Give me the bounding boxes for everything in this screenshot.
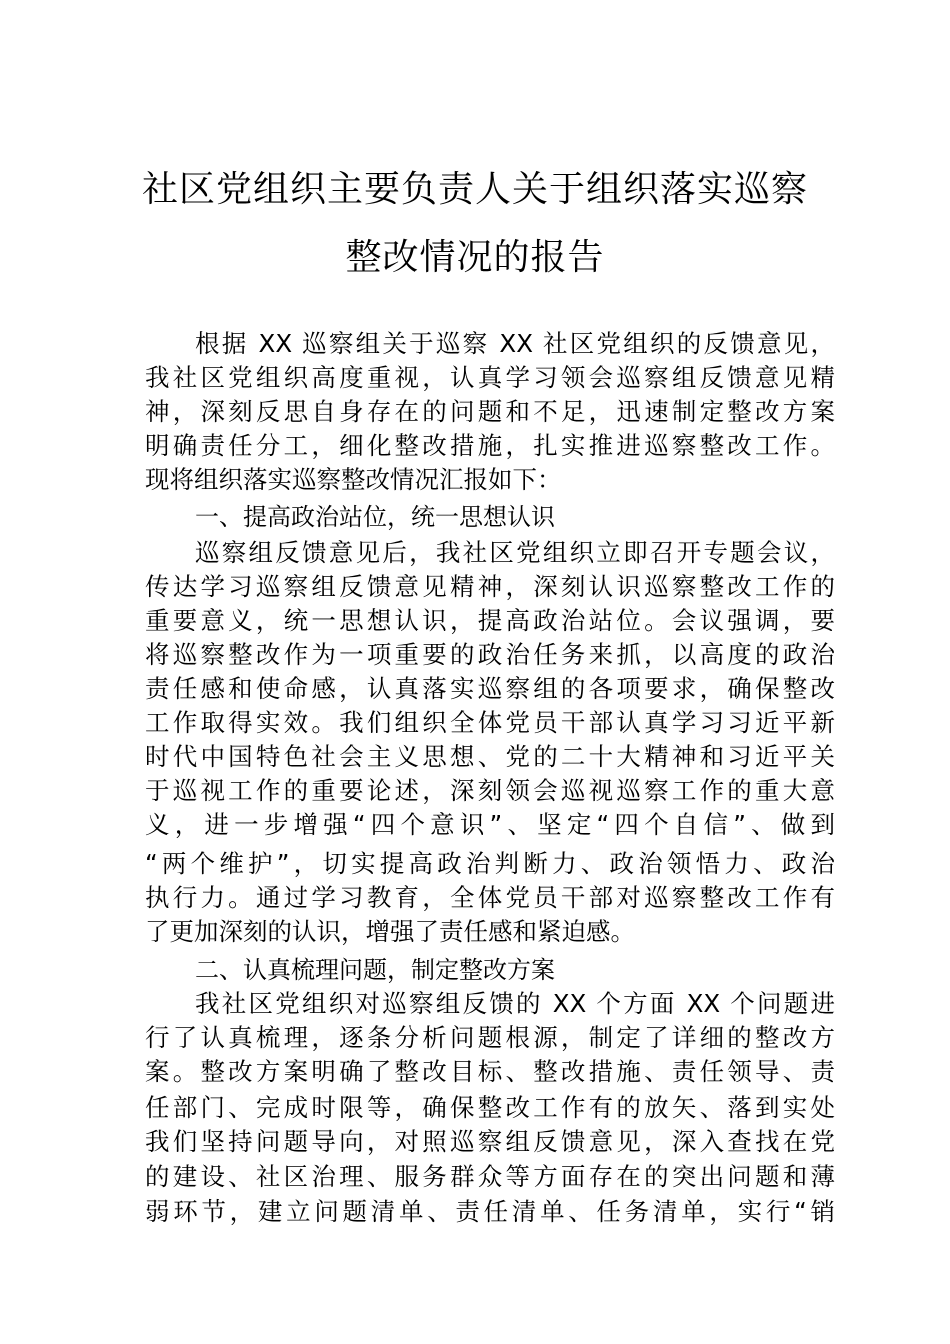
body-line: 的建设、社区治理、服务群众等方面存在的突出问题和薄 (145, 1162, 835, 1191)
body-line: 工作取得实效。我们组织全体党员干部认真学习习近平新 (145, 708, 835, 737)
section-heading-2: 二、认真梳理问题，制定整改方案 (195, 956, 555, 984)
body-line: 责任感和使命感，认真落实巡察组的各项要求，确保整改 (145, 674, 835, 703)
body-line: 案。整改方案明确了整改目标、整改措施、责任领导、责 (145, 1057, 835, 1086)
body-line: 将巡察整改作为一项重要的政治任务来抓，以高度的政治 (145, 640, 835, 669)
body-line: 重要意义，统一思想认识，提高政治站位。会议强调，要 (145, 606, 835, 635)
body-line: 我社区党组织高度重视，认真学习领会巡察组反馈意见精 (145, 363, 835, 392)
document-title-line-2: 整改情况的报告 (345, 237, 605, 278)
body-line: 根据 XX 巡察组关于巡察 XX 社区党组织的反馈意见， (195, 329, 835, 358)
body-line: 了更加深刻的认识，增强了责任感和紧迫感。 (145, 917, 635, 946)
body-line: 我社区党组织对巡察组反馈的 XX 个方面 XX 个问题进 (195, 989, 835, 1018)
body-line: 义，进一步增强“四个意识”、坚定“四个自信”、做到 (145, 810, 835, 839)
body-line: “两个维护”，切实提高政治判断力、政治领悟力、政治 (145, 849, 835, 878)
body-line: 于巡视工作的重要论述，深刻领会巡视巡察工作的重大意 (145, 776, 835, 805)
body-line: 我们坚持问题导向，对照巡察组反馈意见，深入查找在党 (145, 1127, 835, 1156)
body-line: 传达学习巡察组反馈意见精神，深刻认识巡察整改工作的 (145, 572, 835, 601)
body-line: 任部门、完成时限等，确保整改工作有的放矢、落到实处 (145, 1093, 835, 1122)
body-line: 现将组织落实巡察整改情况汇报如下： (145, 465, 562, 494)
body-line: 行了认真梳理，逐条分析问题根源，制定了详细的整改方 (145, 1023, 835, 1052)
body-line: 执行力。通过学习教育，全体党员干部对巡察整改工作有 (145, 883, 835, 912)
body-line: 神，深刻反思自身存在的问题和不足，迅速制定整改方案 (145, 397, 835, 426)
document-title-line-1: 社区党组织主要负责人关于组织落实巡察 (141, 169, 808, 210)
body-line: 巡察组反馈意见后，我社区党组织立即召开专题会议， (195, 538, 835, 567)
body-line: 弱环节，建立问题清单、责任清单、任务清单，实行“销 (145, 1197, 835, 1226)
body-line: 明确责任分工，细化整改措施，扎实推进巡察整改工作。 (145, 431, 835, 460)
section-heading-1: 一、提高政治站位，统一思想认识 (195, 503, 555, 531)
body-line: 时代中国特色社会主义思想、党的二十大精神和习近平关 (145, 742, 835, 771)
